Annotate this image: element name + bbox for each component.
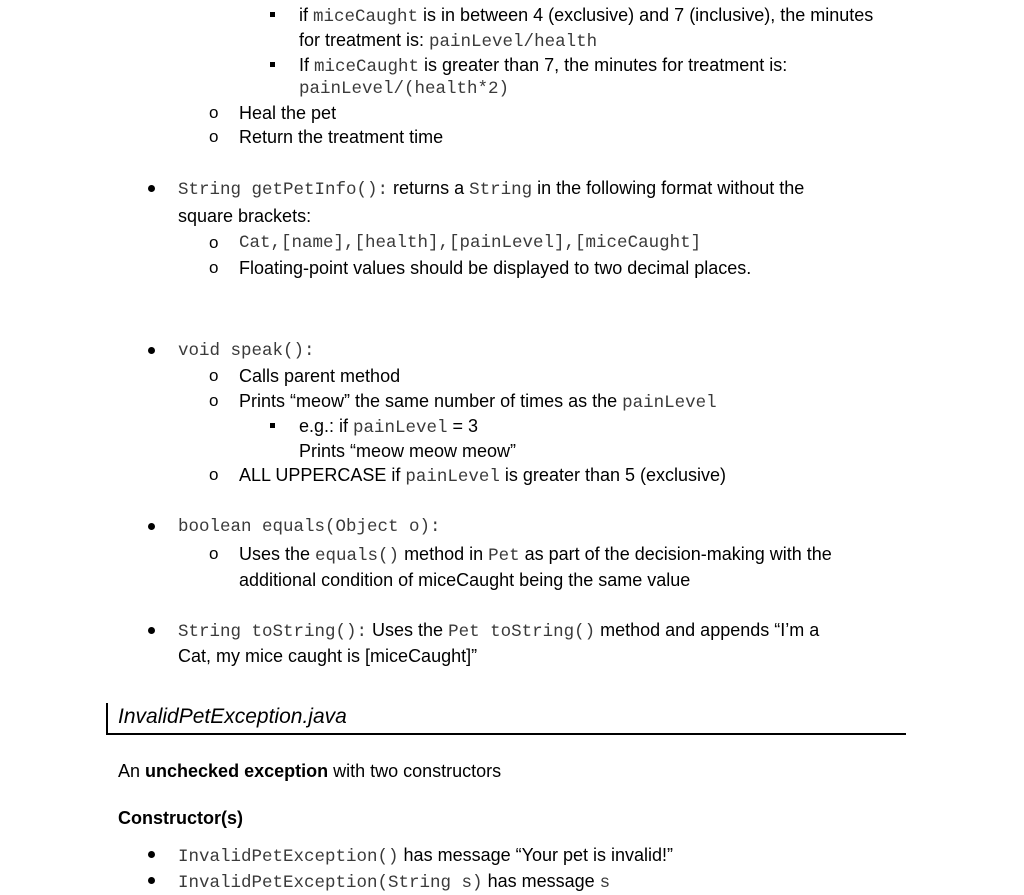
bullet-dot-icon [148,185,155,192]
circle-bullet-icon: o [209,544,219,563]
example-line: e.g.: if painLevel = 3 [299,416,479,438]
mice-range-4-7-line: if miceCaught is in between 4 (exclusive) and 7 (inclusive), the minutes [299,5,874,27]
circle-bullet-icon: o [209,465,219,484]
uppercase-item: ALL UPPERCASE if painLevel is greater than 5 (exclusive) [239,465,727,487]
bullet-dot-icon [148,851,155,858]
bullet-dot-icon [148,877,155,884]
return-time-item: Return the treatment time [239,127,444,147]
speak-signature: void speak(): [178,341,315,361]
circle-bullet-icon: o [209,233,219,252]
constructor-1: InvalidPetException() has message “Your pet is invalid!” [178,845,674,867]
format-string: Cat,[name],[health],[painLevel],[miceCaught] [239,233,702,253]
section-title: InvalidPetException.java [118,705,347,728]
constructor-2: InvalidPetException(String s) has message s [178,871,611,893]
mice-greater-7-line: If miceCaught is greater than 7, the minutes for treatment is: [299,55,788,77]
circle-bullet-icon: o [209,258,219,277]
equals-desc-line: Uses the equals() method in Pet as part of the decision-making with the [239,544,832,566]
constructors-title: Constructor(s) [118,808,243,828]
circle-bullet-icon: o [209,391,219,410]
circle-bullet-icon: o [209,103,219,122]
equals-desc-line-2: additional condition of miceCaught being the same value [239,570,691,590]
circle-bullet-icon: o [209,366,219,385]
treatment-formula-2-line: painLevel/(health*2) [299,79,510,99]
bullet-dot-icon [148,523,155,530]
square-bullet-icon [270,423,275,428]
circle-bullet-icon: o [209,127,219,146]
heading-rule [106,733,906,735]
tostring-line: String toString(): Uses the Pet toString() method and appends “I’m a [178,620,820,642]
calls-parent-item: Calls parent method [239,366,401,386]
tostring-line-2: Cat, my mice caught is [miceCaught]” [178,646,478,666]
equals-signature: boolean equals(Object o): [178,517,441,537]
heal-pet-item: Heal the pet [239,103,337,123]
prints-meow-item: Prints “meow” the same number of times as the painLevel [239,391,717,413]
getpetinfo-line: String getPetInfo(): returns a String in the following format without the [178,178,805,200]
example-output: Prints “meow meow meow” [299,441,517,461]
float-format-note: Floating-point values should be displayed to two decimal places. [239,258,752,278]
treatment-formula-line: for treatment is: painLevel/health [299,30,598,52]
square-bullet-icon [270,62,275,67]
intro-line: An unchecked exception with two constructors [118,761,502,781]
square-bullet-icon [270,12,275,17]
bullet-dot-icon [148,627,155,634]
bullet-dot-icon [148,347,155,354]
heading-left-bar [106,703,108,734]
getpetinfo-line-2: square brackets: [178,206,312,226]
